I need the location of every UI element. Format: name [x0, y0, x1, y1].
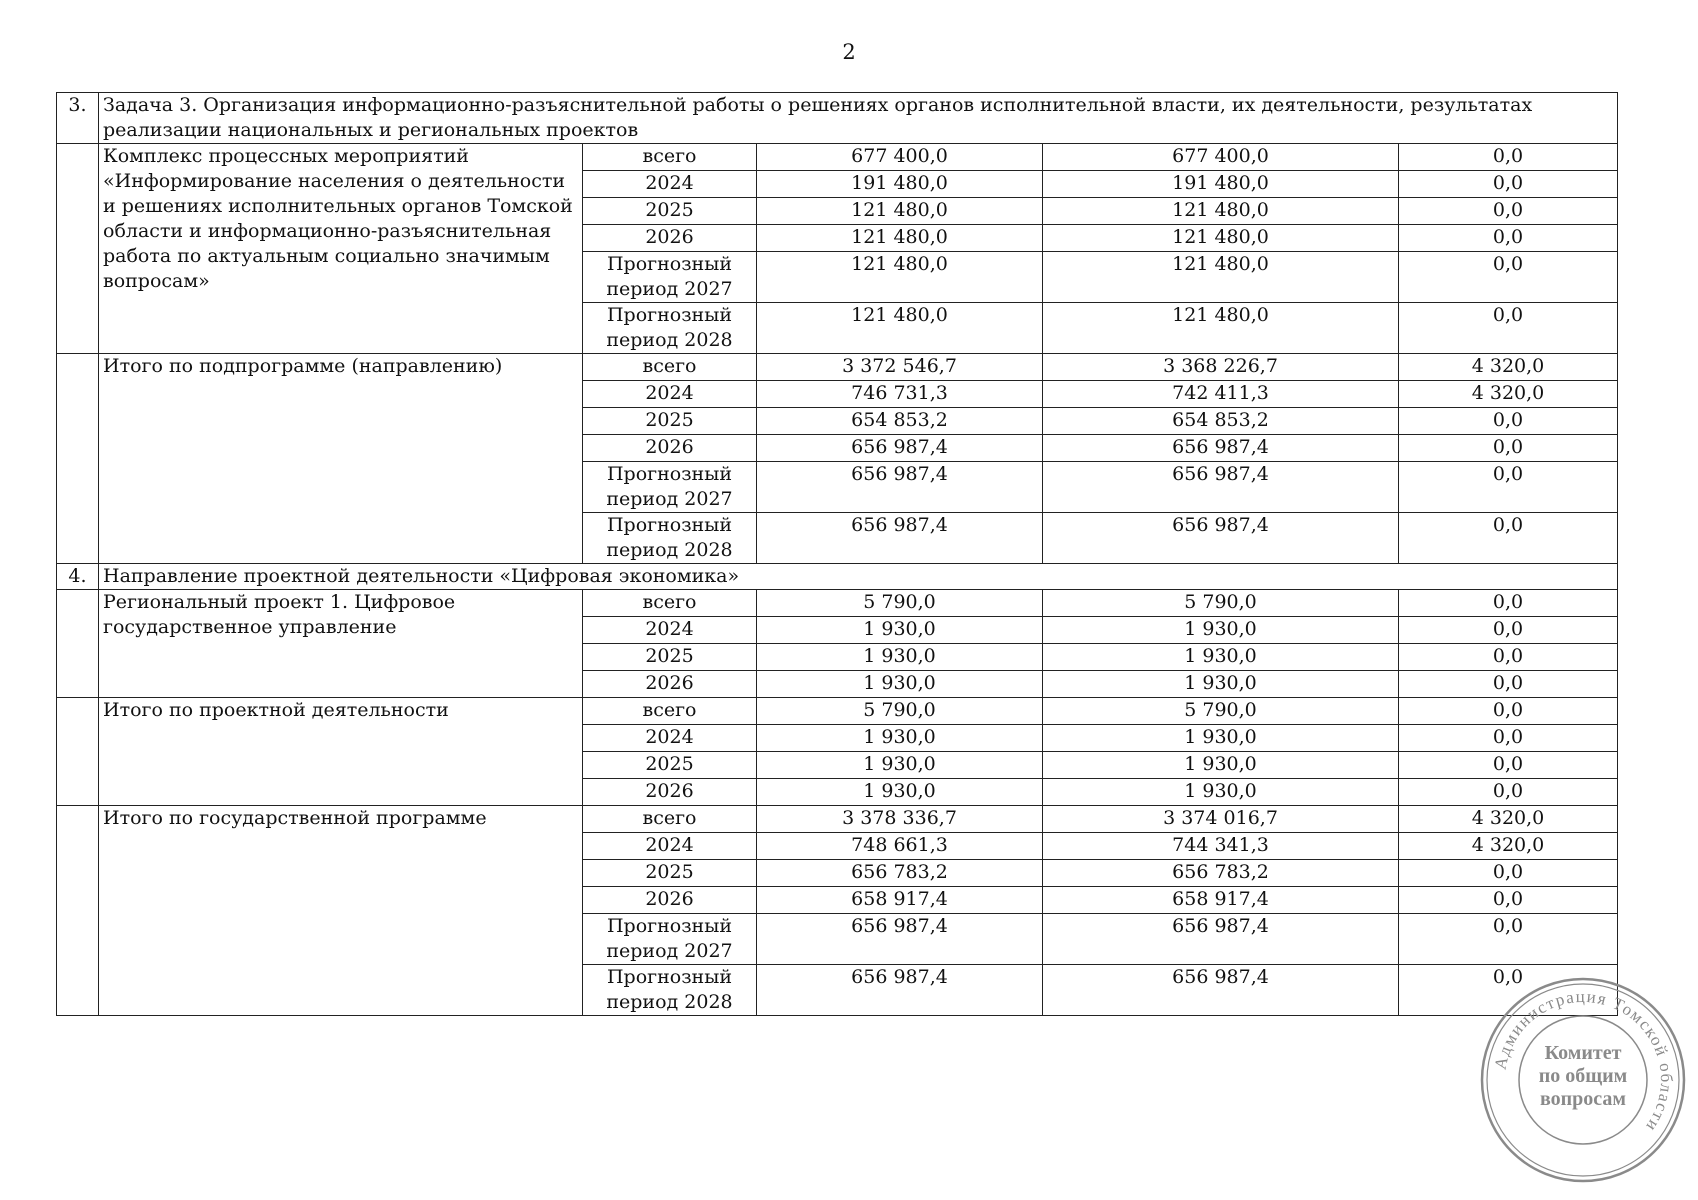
period-cell: всего	[583, 806, 757, 833]
total-amount-cell: 1 930,0	[757, 644, 1043, 671]
other-sources-cell: 0,0	[1399, 144, 1618, 171]
period-cell: всего	[583, 354, 757, 381]
total-amount-cell: 656 987,4	[757, 435, 1043, 462]
other-sources-cell: 4 320,0	[1399, 354, 1618, 381]
svg-text:Комитет: Комитет	[1544, 1042, 1622, 1064]
period-cell: 2024	[583, 617, 757, 644]
total-amount-cell: 654 853,2	[757, 408, 1043, 435]
regional-budget-cell: 656 783,2	[1043, 860, 1399, 887]
empty-number-cell	[57, 806, 99, 1016]
total-amount-cell: 121 480,0	[757, 198, 1043, 225]
svg-text:вопросам: вопросам	[1539, 1088, 1627, 1110]
regional-budget-cell: 677 400,0	[1043, 144, 1399, 171]
table-row	[57, 590, 1618, 617]
period-cell: 2024	[583, 725, 757, 752]
total-amount-cell: 121 480,0	[757, 252, 1043, 303]
total-amount-cell: 748 661,3	[757, 833, 1043, 860]
regional-budget-cell: 656 987,4	[1043, 914, 1399, 965]
other-sources-cell: 0,0	[1399, 965, 1618, 1016]
regional-budget-cell: 658 917,4	[1043, 887, 1399, 914]
other-sources-cell: 4 320,0	[1399, 833, 1618, 860]
empty-number-cell	[57, 590, 99, 698]
other-sources-cell: 0,0	[1399, 198, 1618, 225]
other-sources-cell: 0,0	[1399, 252, 1618, 303]
regional-budget-cell: 744 341,3	[1043, 833, 1399, 860]
period-cell: 2025	[583, 860, 757, 887]
regional-budget-cell: 1 930,0	[1043, 752, 1399, 779]
total-amount-cell: 3 372 546,7	[757, 354, 1043, 381]
other-sources-cell: 0,0	[1399, 590, 1618, 617]
total-amount-cell: 5 790,0	[757, 590, 1043, 617]
other-sources-cell: 4 320,0	[1399, 806, 1618, 833]
other-sources-cell: 0,0	[1399, 225, 1618, 252]
other-sources-cell: 0,0	[1399, 860, 1618, 887]
official-stamp	[1478, 975, 1688, 1185]
regional-budget-cell: 656 987,4	[1043, 965, 1399, 1016]
group-name: Итого по проектной деятельности	[99, 698, 583, 806]
regional-budget-cell: 1 930,0	[1043, 779, 1399, 806]
svg-text:по общим: по общим	[1538, 1065, 1628, 1087]
period-cell: 2026	[583, 779, 757, 806]
regional-budget-cell: 1 930,0	[1043, 617, 1399, 644]
other-sources-cell: 0,0	[1399, 303, 1618, 354]
other-sources-cell: 0,0	[1399, 698, 1618, 725]
regional-budget-cell: 121 480,0	[1043, 225, 1399, 252]
period-cell: 2026	[583, 887, 757, 914]
regional-budget-cell: 121 480,0	[1043, 198, 1399, 225]
period-cell: 2026	[583, 435, 757, 462]
period-cell: Прогнозный период 2028	[583, 303, 757, 354]
section-number: 3.	[57, 93, 99, 144]
table-row	[57, 698, 1618, 725]
total-amount-cell: 656 783,2	[757, 860, 1043, 887]
other-sources-cell: 0,0	[1399, 435, 1618, 462]
total-amount-cell: 121 480,0	[757, 225, 1043, 252]
period-cell: 2025	[583, 644, 757, 671]
period-cell: 2025	[583, 752, 757, 779]
group-name: Региональный проект 1. Цифровое государственное управление	[99, 590, 583, 698]
empty-number-cell	[57, 698, 99, 806]
other-sources-cell: 0,0	[1399, 779, 1618, 806]
budget-table	[56, 92, 1618, 1016]
period-cell: всего	[583, 590, 757, 617]
total-amount-cell: 121 480,0	[757, 303, 1043, 354]
period-cell: 2024	[583, 833, 757, 860]
period-cell: Прогнозный период 2027	[583, 914, 757, 965]
regional-budget-cell: 654 853,2	[1043, 408, 1399, 435]
period-cell: 2025	[583, 198, 757, 225]
stamp-seal-icon	[1478, 975, 1688, 1185]
regional-budget-cell: 191 480,0	[1043, 171, 1399, 198]
total-amount-cell: 1 930,0	[757, 671, 1043, 698]
other-sources-cell: 0,0	[1399, 462, 1618, 513]
other-sources-cell: 0,0	[1399, 408, 1618, 435]
regional-budget-cell: 121 480,0	[1043, 252, 1399, 303]
period-cell: 2025	[583, 408, 757, 435]
section-title: Направление проектной деятельности «Цифровая экономика»	[99, 564, 1618, 590]
empty-number-cell	[57, 144, 99, 354]
regional-budget-cell: 656 987,4	[1043, 462, 1399, 513]
table-body	[57, 93, 1618, 1016]
regional-budget-cell: 1 930,0	[1043, 725, 1399, 752]
other-sources-cell: 4 320,0	[1399, 381, 1618, 408]
period-cell: Прогнозный период 2027	[583, 462, 757, 513]
total-amount-cell: 746 731,3	[757, 381, 1043, 408]
total-amount-cell: 5 790,0	[757, 698, 1043, 725]
period-cell: 2024	[583, 381, 757, 408]
total-amount-cell: 677 400,0	[757, 144, 1043, 171]
regional-budget-cell: 3 374 016,7	[1043, 806, 1399, 833]
other-sources-cell: 0,0	[1399, 617, 1618, 644]
period-cell: Прогнозный период 2028	[583, 513, 757, 564]
total-amount-cell: 656 987,4	[757, 914, 1043, 965]
other-sources-cell: 0,0	[1399, 644, 1618, 671]
regional-budget-cell: 5 790,0	[1043, 698, 1399, 725]
other-sources-cell: 0,0	[1399, 887, 1618, 914]
group-name: Итого по подпрограмме (направлению)	[99, 354, 583, 564]
period-cell: всего	[583, 144, 757, 171]
total-amount-cell: 3 378 336,7	[757, 806, 1043, 833]
period-cell: Прогнозный период 2028	[583, 965, 757, 1016]
period-cell: 2026	[583, 225, 757, 252]
other-sources-cell: 0,0	[1399, 914, 1618, 965]
period-cell: 2026	[583, 671, 757, 698]
total-amount-cell: 658 917,4	[757, 887, 1043, 914]
period-cell: 2024	[583, 171, 757, 198]
total-amount-cell: 656 987,4	[757, 965, 1043, 1016]
period-cell: Прогнозный период 2027	[583, 252, 757, 303]
total-amount-cell: 1 930,0	[757, 725, 1043, 752]
total-amount-cell: 656 987,4	[757, 462, 1043, 513]
other-sources-cell: 0,0	[1399, 752, 1618, 779]
section-number: 4.	[57, 564, 99, 590]
empty-number-cell	[57, 354, 99, 564]
regional-budget-cell: 1 930,0	[1043, 644, 1399, 671]
group-name: Итого по государственной программе	[99, 806, 583, 1016]
other-sources-cell: 0,0	[1399, 725, 1618, 752]
regional-budget-cell: 656 987,4	[1043, 513, 1399, 564]
other-sources-cell: 0,0	[1399, 171, 1618, 198]
other-sources-cell: 0,0	[1399, 671, 1618, 698]
section-header-row	[57, 93, 1618, 144]
table-row	[57, 144, 1618, 171]
total-amount-cell: 1 930,0	[757, 779, 1043, 806]
total-amount-cell: 1 930,0	[757, 752, 1043, 779]
other-sources-cell: 0,0	[1399, 513, 1618, 564]
group-name: Комплекс процессных мероприятий «Информирование населения о деятельности и решениях исполнительных органов Томской области и информационно-разъяснительная работа по актуальным социально значимым вопросам»	[99, 144, 583, 354]
total-amount-cell: 656 987,4	[757, 513, 1043, 564]
regional-budget-cell: 1 930,0	[1043, 671, 1399, 698]
total-amount-cell: 191 480,0	[757, 171, 1043, 198]
section-title: Задача 3. Организация информационно-разъяснительной работы о решениях органов исполнительной власти, их деятельности, результатах реализации национальных и региональных проектов	[99, 93, 1618, 144]
regional-budget-cell: 5 790,0	[1043, 590, 1399, 617]
page-number: 2	[842, 40, 856, 64]
svg-text:Администрация Томской области: Администрация Томской области	[1490, 986, 1677, 1136]
regional-budget-cell: 3 368 226,7	[1043, 354, 1399, 381]
table-row	[57, 354, 1618, 381]
total-amount-cell: 1 930,0	[757, 617, 1043, 644]
regional-budget-cell: 656 987,4	[1043, 435, 1399, 462]
table-row	[57, 806, 1618, 833]
period-cell: всего	[583, 698, 757, 725]
regional-budget-cell: 121 480,0	[1043, 303, 1399, 354]
section-header-row	[57, 564, 1618, 590]
regional-budget-cell: 742 411,3	[1043, 381, 1399, 408]
